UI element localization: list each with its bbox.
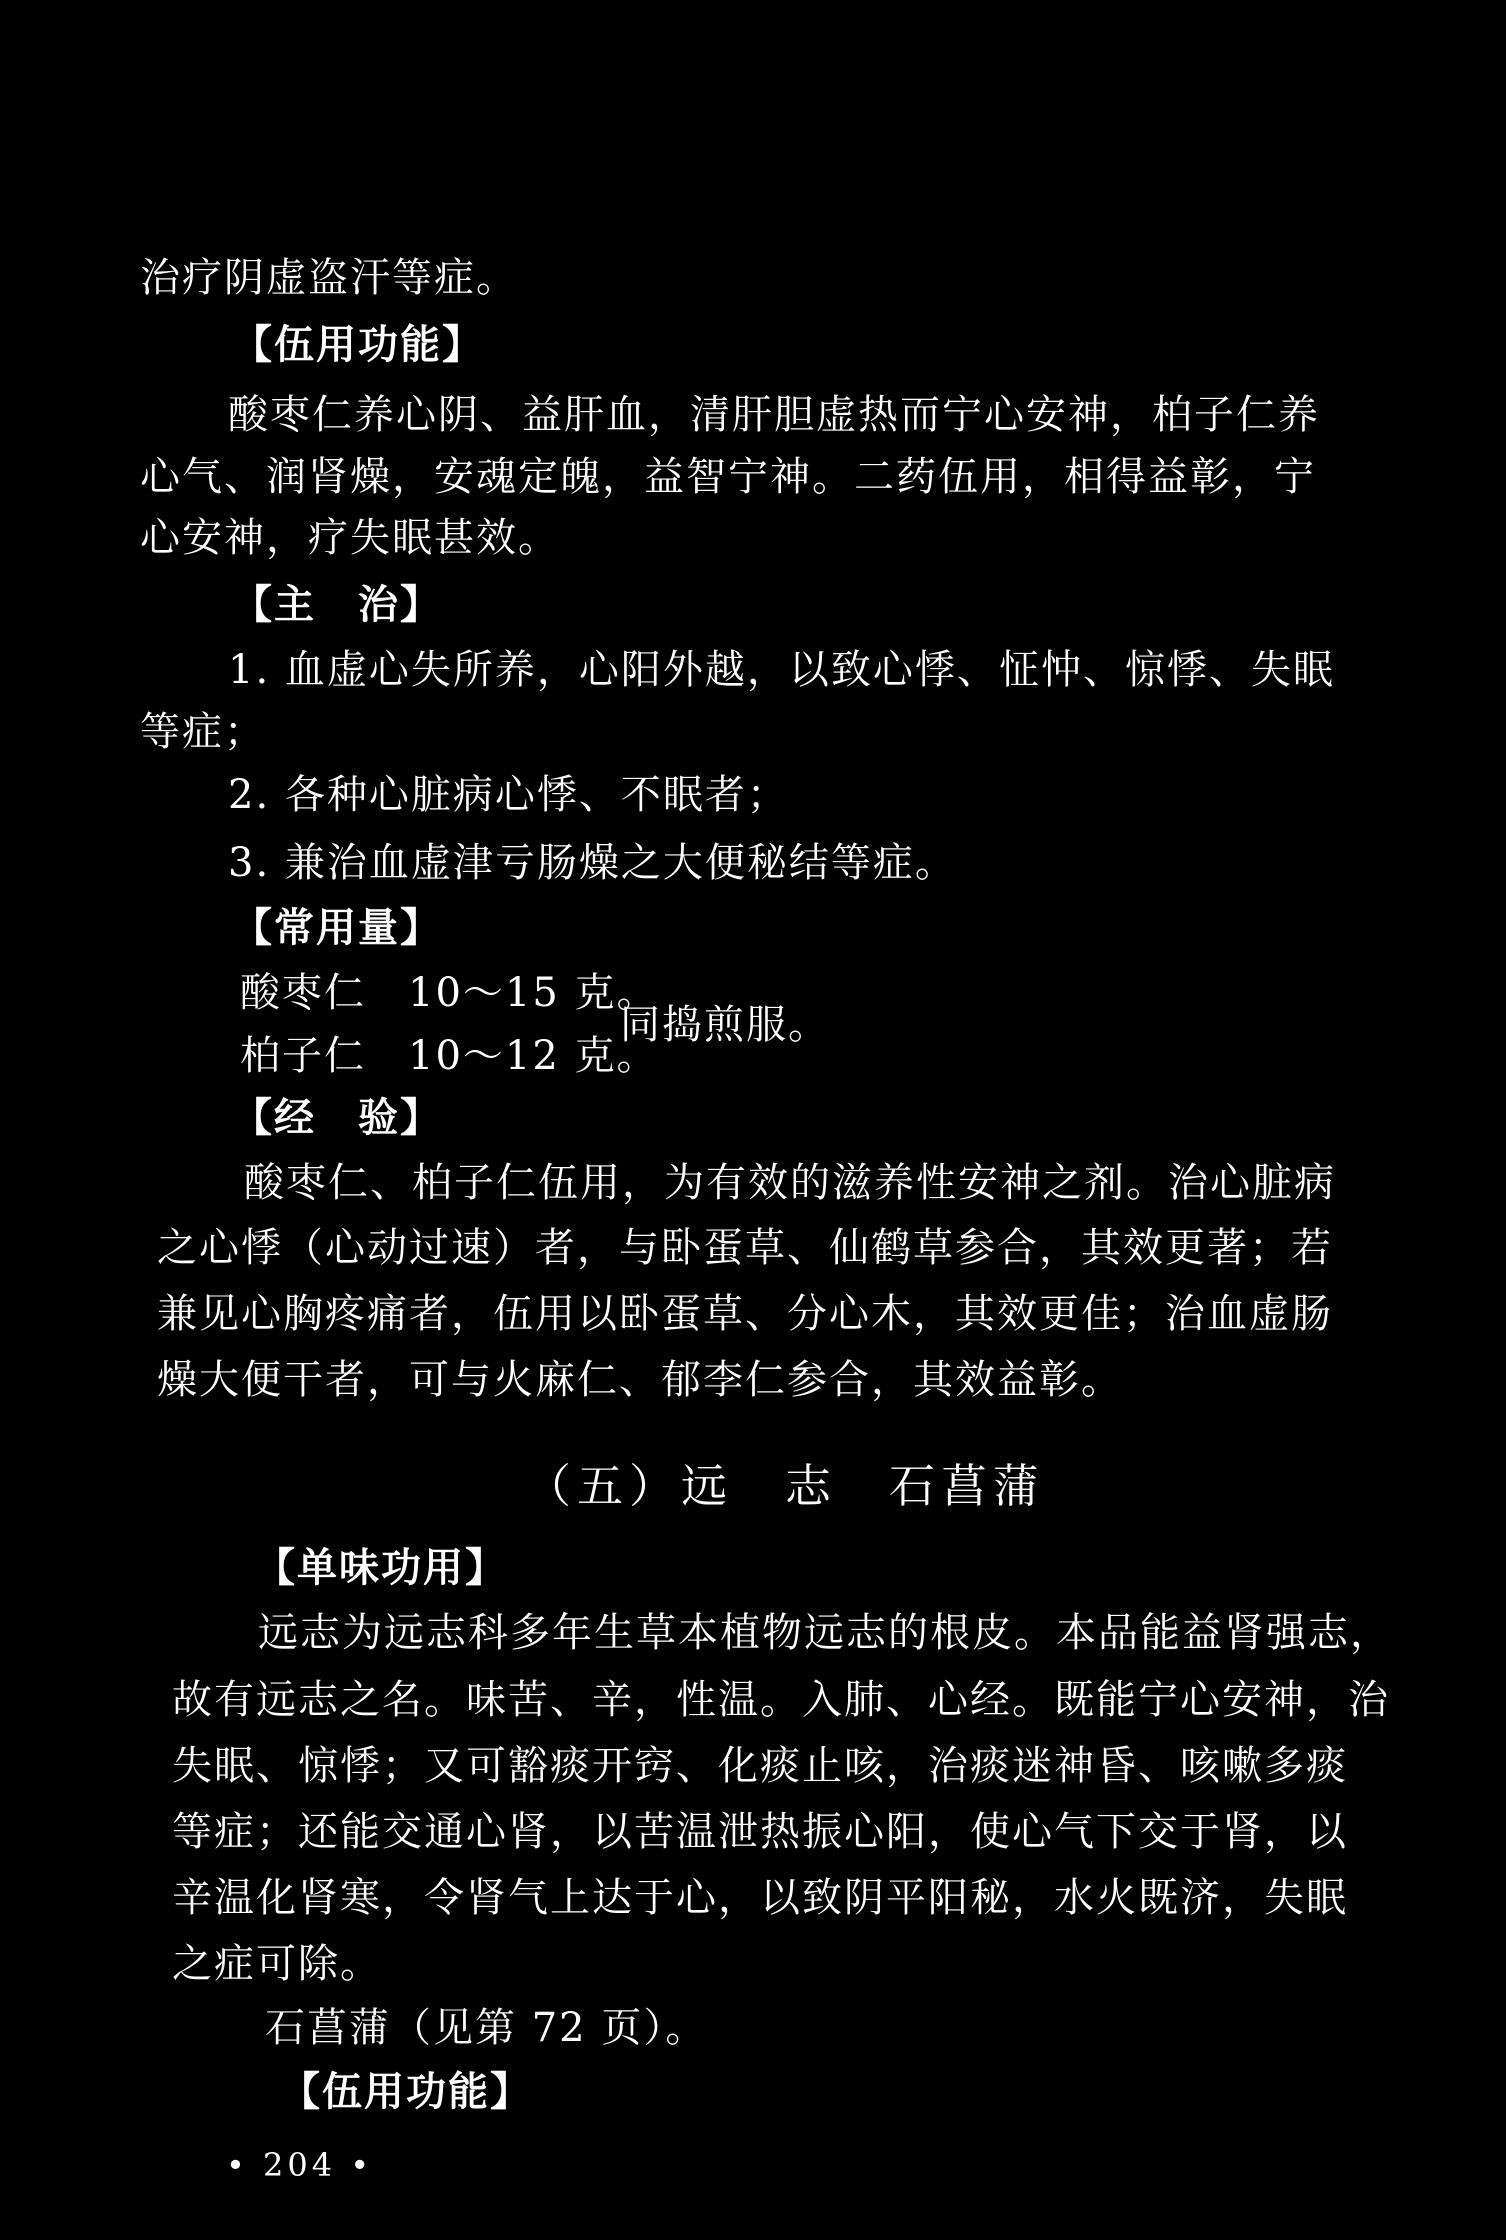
text-line: 石菖蒲（见第 72 页）。 xyxy=(265,2005,708,2051)
text-line: 2. 各种心脏病心悸、不眠者； xyxy=(228,772,789,818)
text-line: 酸枣仁、柏子仁伍用，为有效的滋养性安神之剂。治心脏病 xyxy=(244,1160,1336,1206)
section-heading: 【主 治】 xyxy=(232,582,442,628)
text-line: 等症； xyxy=(140,709,266,755)
section-heading: 【单味功用】 xyxy=(255,1545,507,1591)
section-heading: 【伍用功能】 xyxy=(232,322,484,368)
text-line: 1. 血虚心失所养，心阳外越，以致心悸、怔忡、惊悸、失眠 xyxy=(228,647,1335,693)
text-line: 失眠、惊悸；又可豁痰开窍、化痰止咳，治痰迷神昏、咳嗽多痰 xyxy=(172,1743,1348,1789)
text-line: 心气、润肾燥，安魂定魄，益智宁神。二药伍用，相得益彰，宁 xyxy=(140,454,1316,500)
text-line: 燥大便干者，可与火麻仁、郁李仁参合，其效益彰。 xyxy=(157,1357,1123,1403)
text-line: 等症；还能交通心肾，以苦温泄热振心阳，使心气下交于肾，以 xyxy=(172,1809,1348,1855)
text-line: 之心悸（心动过速）者，与卧蛋草、仙鹤草参合，其效更著；若 xyxy=(157,1225,1333,1271)
text-line: 治疗阴虚盗汗等症。 xyxy=(140,255,518,301)
page-number: • 204 • xyxy=(226,2146,374,2184)
text-line: 故有远志之名。味苦、辛，性温。入肺、心经。既能宁心安神，治 xyxy=(172,1677,1390,1723)
text-line: 3. 兼治血虚津亏肠燥之大便秘结等症。 xyxy=(228,840,957,886)
section-heading: 【常用量】 xyxy=(232,905,442,951)
section-title: （五）远 志 石菖蒲 xyxy=(525,1459,1045,1513)
dosage-line: 酸枣仁 10～15 克。 xyxy=(240,970,659,1016)
text-line: 之症可除。 xyxy=(172,1941,382,1987)
text-line: 远志为远志科多年生草本植物远志的根皮。本品能益肾强志， xyxy=(258,1610,1392,1656)
text-line: 心安神，疗失眠甚效。 xyxy=(140,515,560,561)
section-heading: 【伍用功能】 xyxy=(280,2069,532,2115)
dosage-line: 柏子仁 10～12 克。 xyxy=(240,1033,659,1079)
section-heading: 【经 验】 xyxy=(232,1095,442,1141)
dosage-note: 同捣煎服。 xyxy=(620,1002,830,1048)
text-line: 酸枣仁养心阴、益肝血，清肝胆虚热而宁心安神，柏子仁养 xyxy=(228,392,1320,438)
text-line: 兼见心胸疼痛者，伍用以卧蛋草、分心木，其效更佳；治血虚肠 xyxy=(157,1291,1333,1337)
text-line: 辛温化肾寒，令肾气上达于心，以致阴平阳秘，水火既济，失眠 xyxy=(172,1875,1348,1921)
